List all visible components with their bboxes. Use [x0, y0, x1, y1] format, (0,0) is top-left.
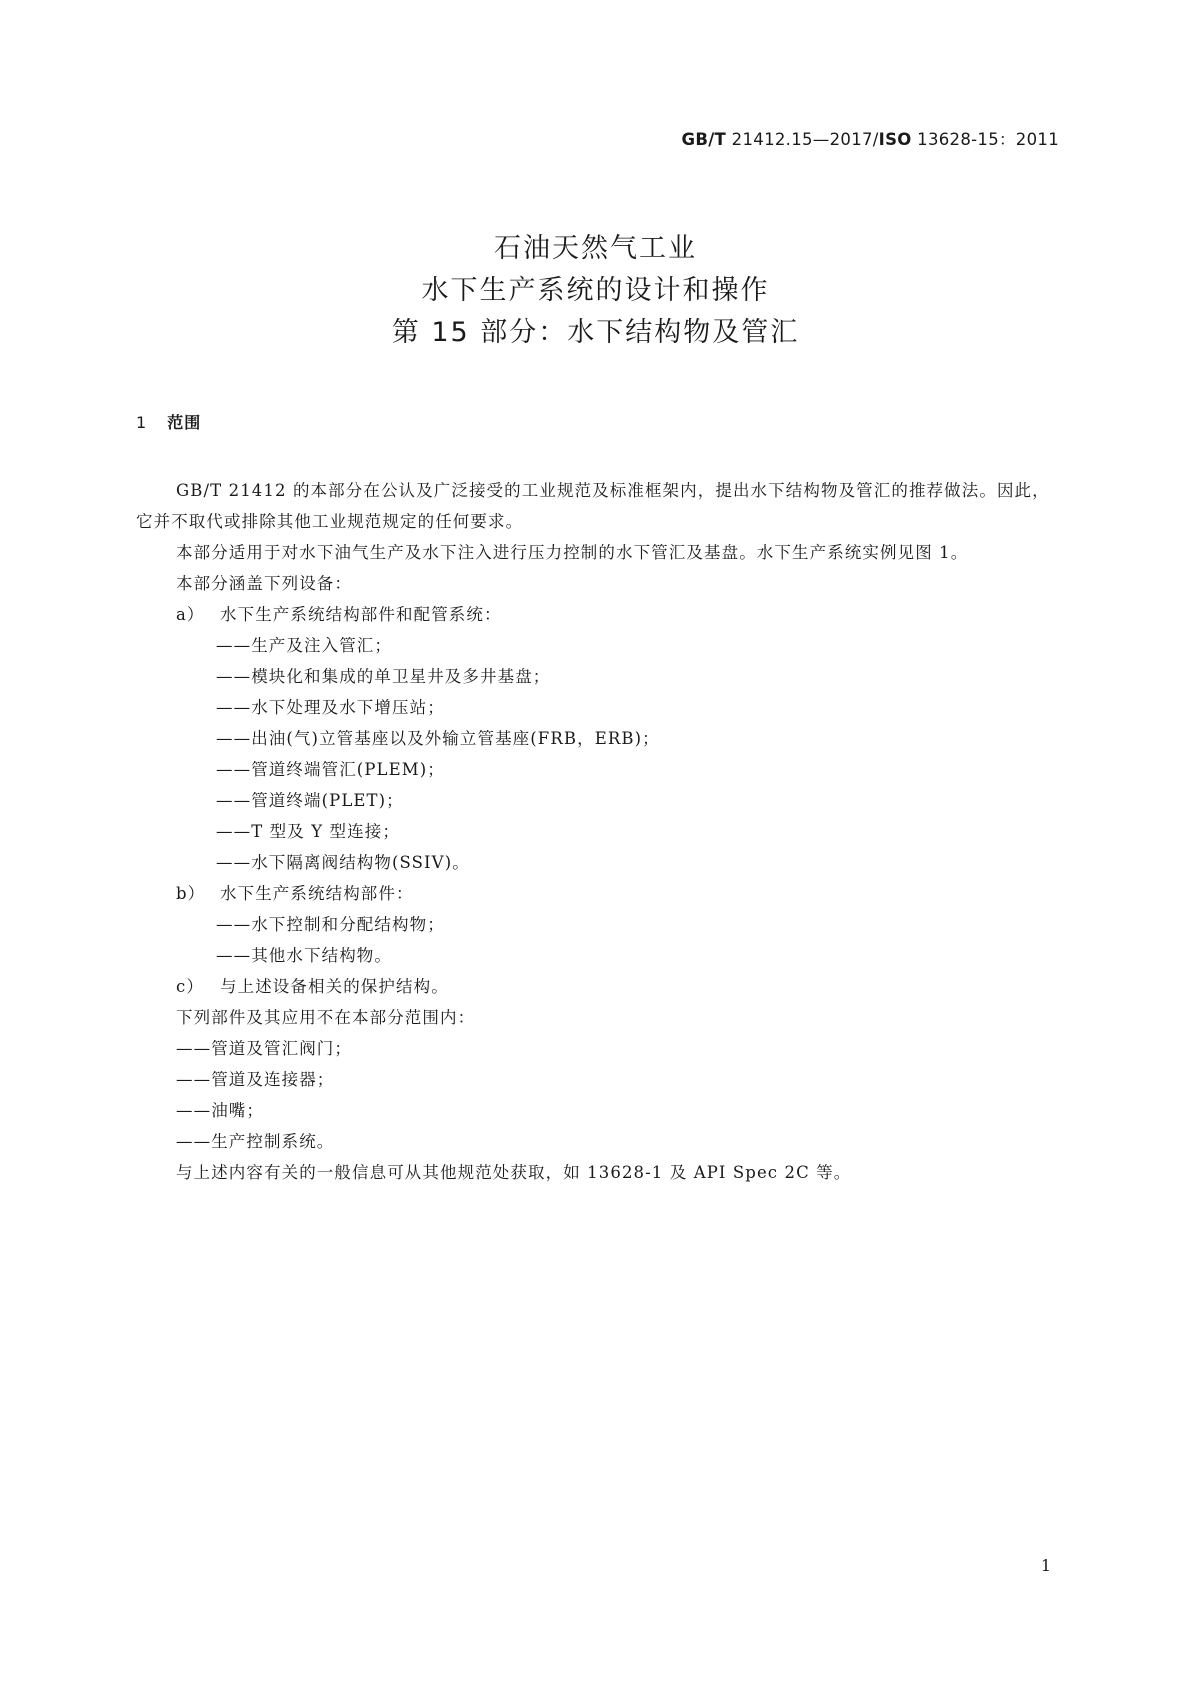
exclusion-item: ——油嘴；	[176, 1101, 264, 1120]
std-code-iso-number: 13628-15：2011	[917, 130, 1059, 149]
list-a-subitem: ——模块化和集成的单卫星井及多井基盘；	[216, 667, 551, 686]
list-text-a: 水下生产系统结构部件和配管系统：	[220, 605, 502, 624]
page-number: 1	[1040, 1556, 1051, 1575]
list-a-subitem: ——管道终端(PLET)；	[216, 791, 404, 810]
section-number: 1	[136, 413, 148, 432]
exclusion-item: ——管道及管汇阀门；	[176, 1039, 352, 1058]
title-line-3: 第 15 部分：水下结构物及管汇	[391, 317, 800, 348]
list-a-subitem: ——水下隔离阀结构物(SSIV)。	[216, 853, 470, 872]
exclusions-intro: 下列部件及其应用不在本部分范围内：	[176, 1008, 476, 1027]
list-text-b: 水下生产系统结构部件：	[220, 884, 414, 903]
section-title: 范围	[167, 413, 202, 432]
list-b-subitem: ——其他水下结构物。	[216, 946, 392, 965]
list-a-subitem: ——T 型及 Y 型连接；	[216, 822, 400, 841]
section-body	[136, 475, 1066, 1188]
std-code-number: 21412.15—2017/	[731, 130, 879, 149]
std-code-gbt: GB/T	[681, 130, 727, 149]
list-label-c: c）	[176, 977, 204, 996]
list-label-a: a）	[176, 605, 205, 624]
list-b-subitem: ——水下控制和分配结构物；	[216, 915, 445, 934]
title-line-2: 水下生产系统的设计和操作	[421, 275, 770, 306]
list-text-c: 与上述设备相关的保护结构。	[220, 977, 449, 996]
title-line-1: 石油天然气工业	[494, 233, 697, 264]
exclusion-item: ——管道及连接器；	[176, 1070, 335, 1089]
list-a-subitem: ——生产及注入管汇；	[216, 636, 392, 655]
list-item-c	[136, 971, 1066, 1002]
list-label-b: b）	[176, 884, 206, 903]
std-code-iso: ISO	[878, 130, 912, 149]
list-item-b	[136, 878, 1066, 909]
list-a-subitem: ——管道终端管汇(PLEM)；	[216, 760, 445, 779]
exclusion-item: ——生产控制系统。	[176, 1132, 335, 1151]
paragraph-1: GB/T 21412 的本部分在公认及广泛接受的工业规范及标准框架内，提出水下结构物及管汇的推荐做法。因此，它并不取代或排除其他工业规范规定的任何要求。	[136, 481, 1050, 531]
list-item-a	[136, 599, 1066, 630]
list-a-subitem: ——出油(气)立管基座以及外输立管基座(FRB，ERB)；	[216, 729, 660, 748]
closing-paragraph: 与上述内容有关的一般信息可从其他规范处获取，如 13628-1 及 API Spec 2C 等。	[176, 1163, 852, 1182]
standard-code	[682, 126, 1059, 150]
document-title	[0, 228, 1191, 354]
paragraph-3: 本部分涵盖下列设备：	[176, 574, 352, 593]
section-heading	[136, 410, 201, 433]
list-a-subitem: ——水下处理及水下增压站；	[216, 698, 445, 717]
paragraph-2: 本部分适用于对水下油气生产及水下注入进行压力控制的水下管汇及基盘。水下生产系统实例见图 1。	[176, 543, 969, 562]
